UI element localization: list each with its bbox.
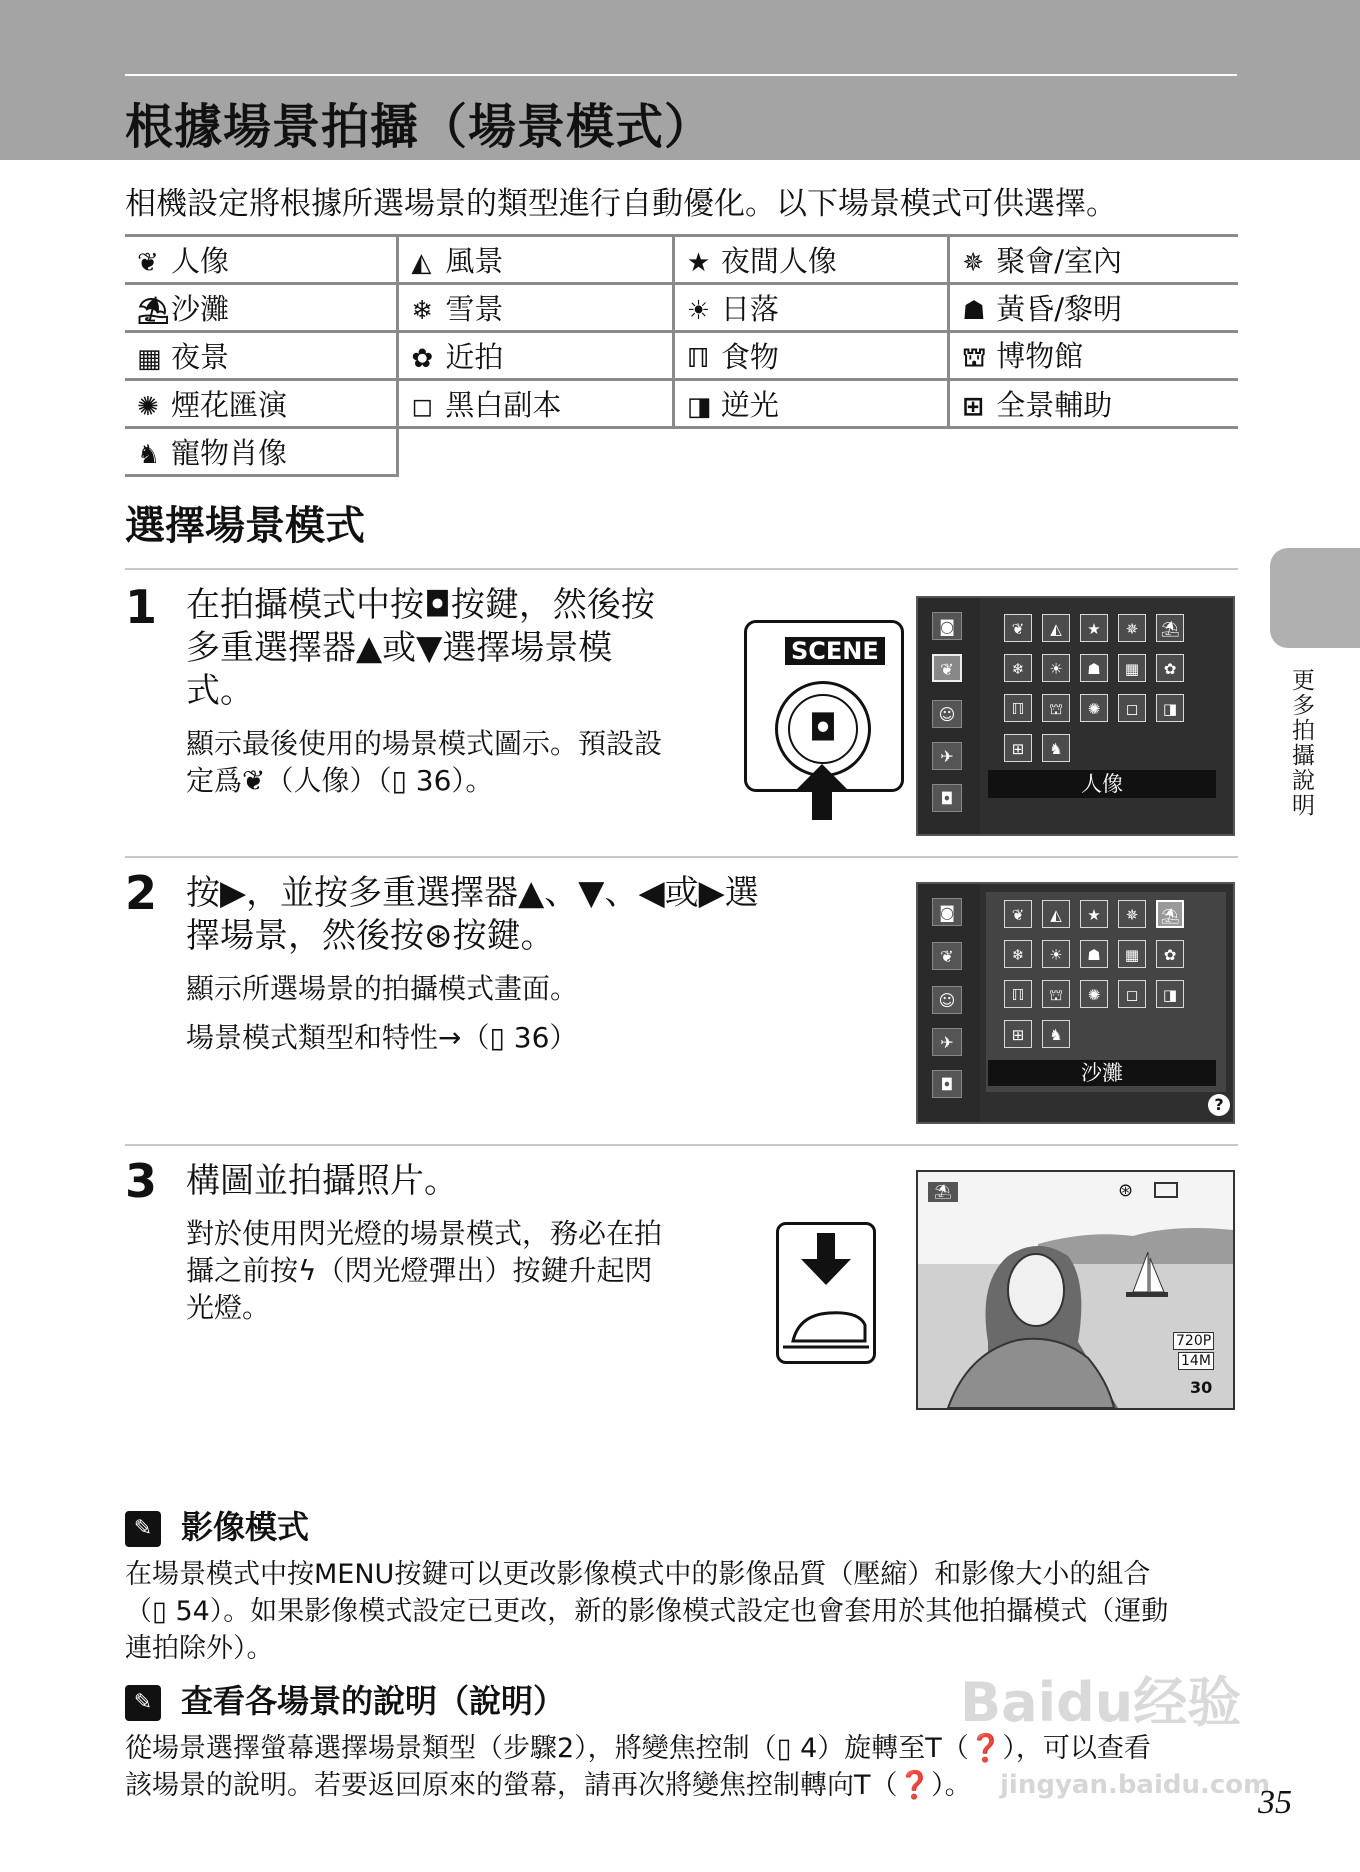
scene-cell [949,284,1238,332]
tile-sunset-icon: ☀ [1042,654,1070,682]
panorama-icon: ⊞ [962,392,985,422]
step-number: 1 [125,580,158,634]
step-desc: 顯示最後使用的場景模式圖示。預設設 [186,727,663,760]
scene-mode-table [125,234,1238,477]
note-line: 連拍除外）。 [125,1633,274,1664]
empty-cell [398,428,1238,476]
note-line: 在場景模式中按MENU按鍵可以更改影像模式中的影像品質（壓縮）和影像大小的組合 [125,1559,1151,1590]
tile-backlight-icon: ◨ [1156,694,1184,722]
sunset-icon: ☀ [686,296,711,326]
scene-label: 黃昏/黎明 [996,292,1123,326]
step-desc: 顯示所選場景的拍攝模式畫面。 [186,972,579,1005]
scene-label: 逆光 [720,388,779,422]
scene-label-plate: SCENE [785,637,885,665]
tile-snow-icon: ❄ [1004,654,1032,682]
tile-fireworks-icon: ✺ [1080,980,1108,1008]
exposure-count: 30 [1190,1378,1213,1397]
screen-1-label: 人像 [988,770,1216,798]
tile-close-up-icon: ✿ [1156,940,1184,968]
scene-cell [125,236,398,284]
mode-sidebar [918,598,980,834]
tile-snow-icon: ❄ [1004,940,1032,968]
bw-copy-icon: ◻ [411,392,434,422]
scene-label: 近拍 [445,340,504,374]
scene-cell [398,284,673,332]
camera-screen-1 [916,596,1235,836]
dusk-dawn-icon: ☗ [962,296,986,326]
tile-landscape-icon: ◭ [1042,614,1070,642]
table-row [125,332,1238,380]
chapter-tab [1270,548,1360,648]
smile-icon: ☺ [932,986,962,1014]
note-image-mode [125,1502,1245,1667]
tile-beach-icon: ⛱ [1156,614,1184,642]
intro-text: 相機設定將根據所選場景的類型進行自動優化。以下場景模式可供選擇。 [125,186,1117,222]
screen-2-label: 沙灘 [988,1060,1216,1086]
divider [125,1144,1238,1146]
camera-screen-3 [916,1170,1235,1410]
step-desc: 定爲❦（人像）（▯ 36）。 [186,764,494,797]
tile-backlight-icon: ◨ [1156,980,1184,1008]
scene-label: 博物館 [996,339,1084,373]
camera-screen-2 [916,882,1235,1124]
tile-party-icon: ✵ [1118,900,1146,928]
scene-label: 雪景 [445,292,504,326]
scene-label: 人像 [171,244,230,278]
museum-icon: ⛫ [962,343,987,373]
food-icon: ℿ [686,344,710,374]
night-portrait-icon: ★ [686,248,711,278]
tile-panorama-icon: ⊞ [1004,1020,1032,1048]
step-3-text [186,1160,726,1326]
auto-icon: ◘ [932,1070,962,1098]
tile-party-icon: ✵ [1118,614,1146,642]
tile-museum-icon: ⛫ [1042,980,1070,1008]
note-title: 影像模式 [181,1508,310,1546]
close-up-icon: ✿ [411,344,434,374]
help-icon: ? [1208,1094,1230,1116]
tile-night-landscape-icon: ▦ [1118,654,1146,682]
beach-mode-icon: ⛱ [928,1182,958,1202]
image-size-badge: 14M [1178,1352,1214,1370]
tile-sunset-icon: ☀ [1042,940,1070,968]
mode-sidebar [918,884,980,1122]
battery-icon [1154,1182,1178,1198]
scene-cell [125,332,398,380]
camera-icon: ◘ [788,694,858,764]
table-row [125,428,1238,476]
press-arrow-icon [796,764,848,820]
scene-label: 聚會/室內 [996,244,1123,278]
scene-selected-icon: ❦ [932,654,962,682]
sport-icon: ✈ [932,742,962,770]
party-icon: ✵ [962,248,985,278]
tile-close-up-icon: ✿ [1156,654,1184,682]
scene-cell [125,284,398,332]
tile-bw-icon: ◻ [1118,980,1146,1008]
tile-night-portrait-icon: ★ [1080,900,1108,928]
scene-label: 日落 [720,292,779,326]
scene-label: 夜景 [171,340,230,374]
note-line: 從場景選擇螢幕選擇場景類型（步驟2），將變焦控制（▯ 4）旋轉至T（❓），可以查看 [125,1733,1151,1764]
tile-pet-icon: ♞ [1042,1020,1070,1048]
pet-portrait-icon: ♞ [137,440,161,470]
scene-cell [398,236,673,284]
tile-portrait-icon: ❦ [1004,900,1032,928]
scene-icon: ❦ [932,942,962,970]
step-desc: 光燈。 [186,1291,271,1324]
tile-food-icon: ℿ [1004,980,1032,1008]
step-number: 3 [125,1154,158,1208]
portrait-icon: ❦ [137,248,159,278]
divider [125,856,1238,858]
shutter-press-illustration [776,1222,876,1364]
scene-label: 煙花匯演 [171,388,288,422]
scene-label: 沙灘 [171,292,230,326]
night-landscape-icon: ▦ [137,344,162,374]
step-1-text [186,584,726,799]
tile-fireworks-icon: ✺ [1080,694,1108,722]
note-line: （▯ 54）。如果影像模式設定已更改，新的影像模式設定也會套用於其他拍攝模式（運動 [125,1596,1169,1627]
tile-landscape-icon: ◭ [1042,900,1070,928]
scene-cell [949,236,1238,284]
table-row [125,236,1238,284]
fireworks-icon: ✺ [137,392,159,422]
step-line: 在拍攝模式中按◘按鍵，然後按 [186,585,655,625]
auto-icon: ◘ [932,784,962,812]
shooting-mode-button [775,681,871,777]
scene-auto-icon: ◙ [932,898,962,926]
tile-food-icon: ℿ [1004,694,1032,722]
tile-dusk-icon: ☗ [1080,654,1108,682]
note-icon: ✎ [125,1511,161,1547]
scene-cell [398,332,673,380]
movie-res-badge: 720P [1173,1332,1214,1350]
page-number: 35 [1258,1784,1292,1821]
step-desc: 攝之前按ϟ（閃光燈彈出）按鍵升起閃 [186,1254,653,1287]
scene-cell [398,380,673,428]
section-heading: 選擇場景模式 [125,503,365,549]
tile-museum-icon: ⛫ [1042,694,1070,722]
tile-portrait-icon: ❦ [1004,614,1032,642]
scene-auto-icon: ◙ [932,612,962,640]
tile-dusk-icon: ☗ [1080,940,1108,968]
tile-night-portrait-icon: ★ [1080,614,1108,642]
viewfinder-scene [918,1172,1233,1408]
tile-night-landscape-icon: ▦ [1118,940,1146,968]
step-2-text [186,872,886,1056]
header-rule [125,74,1237,76]
watermark-url: jingyan.baidu.com [1000,1770,1271,1800]
scene-label: 食物 [720,340,779,374]
landscape-icon: ◭ [411,248,432,278]
step-line: 擇場景，然後按⊛按鍵。 [186,916,555,956]
note-icon: ✎ [125,1685,161,1721]
chapter-tab-label: 更多拍攝說明 [1288,668,1314,818]
page-title: 根據場景拍攝（場景模式） [125,99,714,155]
scene-cell [673,236,948,284]
beach-icon: ⛱ [137,296,171,326]
scene-cell [673,284,948,332]
table-row [125,284,1238,332]
tile-bw-icon: ◻ [1118,694,1146,722]
step-desc: 對於使用閃光燈的場景模式，務必在拍 [186,1217,663,1250]
backlighting-icon: ◨ [686,392,712,422]
tile-panorama-icon: ⊞ [1004,734,1032,762]
vr-icon: ⊛ [1118,1180,1134,1201]
scene-cell [949,332,1238,380]
sport-icon: ✈ [932,1028,962,1056]
smile-icon: ☺ [932,700,962,728]
scene-cell [125,428,398,476]
scene-label: 風景 [445,244,504,278]
watermark: Baidu经验 [960,1671,1242,1734]
table-row [125,380,1238,428]
tile-beach-selected-icon: ⛱ [1156,900,1184,928]
scene-cell [673,332,948,380]
step-number: 2 [125,866,158,920]
scene-label: 全景輔助 [996,388,1113,422]
scene-label: 黑白副本 [445,388,562,422]
step-line: 式。 [186,671,254,711]
note-line: 該場景的說明。若要返回原來的螢幕，請再次將變焦控制轉向T（❓）。 [125,1770,972,1801]
scene-label: 寵物肖像 [171,436,288,470]
scene-cell [949,380,1238,428]
step-line: 按▶，並按多重選擇器▲、▼、◀或▶選 [186,873,759,913]
step-desc: 場景模式類型和特性→（▯ 36） [186,1021,578,1054]
step-line: 多重選擇器▲或▼選擇場景模 [186,628,613,668]
scene-cell [125,380,398,428]
divider [125,568,1238,570]
scene-cell [673,380,948,428]
tile-pet-icon: ♞ [1042,734,1070,762]
snow-icon: ❄ [411,296,434,326]
scene-label: 夜間人像 [720,244,837,278]
note-title: 查看各場景的說明（說明） [181,1682,566,1720]
step-line: 構圖並拍攝照片。 [186,1161,458,1201]
